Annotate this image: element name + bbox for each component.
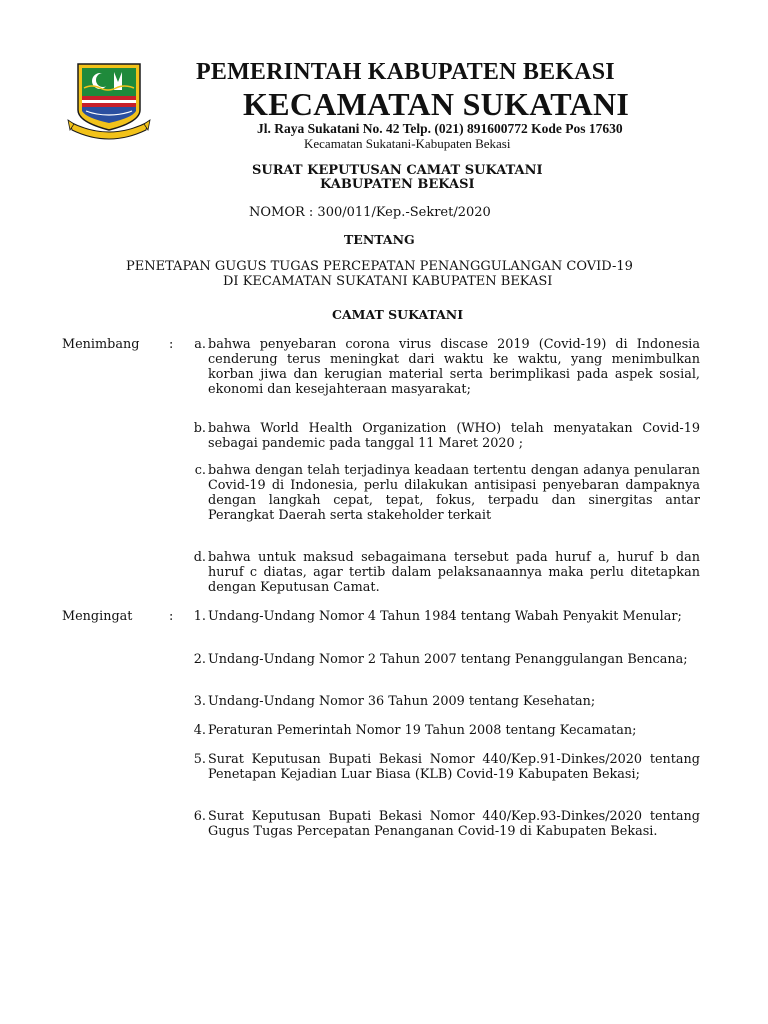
item-text: bahwa penyebaran corona virus discase 2019 (Covid-19) di Indonesia cenderung terus meningkat dari waktu ke waktu, yang menimbulkan korban jiwa dan kerugian material serta berimplikasi pada aspek sosial, ekonomi dan kesejahteraan masyarakat;	[208, 337, 700, 397]
item-number: 3.	[193, 694, 206, 709]
tentang-heading: TENTANG	[344, 232, 415, 247]
item-text: Undang-Undang Nomor 36 Tahun 2009 tentang Kesehatan;	[208, 694, 596, 709]
decree-subject-line2: DI KECAMATAN SUKATANI KABUPATEN BEKASI	[223, 274, 553, 289]
mengingat-item-1	[182, 609, 702, 624]
item-number: 4.	[193, 723, 206, 738]
office-locality: Kecamatan Sukatani-Kabupaten Bekasi	[304, 136, 511, 151]
item-text: Surat Keputusan Bupati Bekasi Nomor 440/Kep.91-Dinkes/2020 tentang Penetapan Kejadian Luar Biasa (KLB) Covid-19 Kabupaten Bekasi;	[208, 752, 700, 782]
item-text: bahwa World Health Organization (WHO) telah menyatakan Covid-19 sebagai pandemic pada tanggal 11 Maret 2020 ;	[208, 421, 700, 451]
item-number: 2.	[193, 652, 206, 667]
mengingat-item-5	[182, 752, 702, 782]
mengingat-label: Mengingat	[62, 609, 133, 624]
menimbang-item-c	[182, 463, 702, 523]
menimbang-item-b	[182, 421, 702, 451]
item-text: Undang-Undang Nomor 2 Tahun 2007 tentang Penanggulangan Bencana;	[208, 652, 688, 667]
mengingat-item-6	[182, 809, 702, 839]
item-number: c.	[194, 463, 206, 478]
item-text: Surat Keputusan Bupati Bekasi Nomor 440/Kep.93-Dinkes/2020 tentang Gugus Tugas Percepatan Penanganan Covid-19 di Kabupaten Bekasi.	[208, 809, 700, 839]
item-number: 5.	[193, 752, 206, 767]
item-number: a.	[194, 337, 206, 352]
government-name: PEMERINTAH KABUPATEN BEKASI	[196, 59, 615, 85]
decree-title-region: KABUPATEN BEKASI	[320, 177, 475, 192]
menimbang-item-d	[182, 550, 702, 595]
office-address: Jl. Raya Sukatani No. 42 Telp. (021) 891600772 Kode Pos 17630	[257, 121, 623, 136]
item-text: Undang-Undang Nomor 4 Tahun 1984 tentang Wabah Penyakit Menular;	[208, 609, 682, 624]
decree-title: SURAT KEPUTUSAN CAMAT SUKATANI	[252, 163, 543, 178]
menimbang-colon: :	[169, 337, 174, 352]
mengingat-colon: :	[169, 609, 174, 624]
item-text: bahwa untuk maksud sebagaimana tersebut pada huruf a, huruf b dan huruf c diatas, agar tertib dalam pelaksanaannya maka perlu ditetapkan dengan Keputusan Camat.	[208, 550, 700, 595]
item-number: 6.	[193, 809, 206, 824]
official-heading: CAMAT SUKATANI	[332, 307, 464, 322]
item-number: 1.	[193, 609, 206, 624]
item-text: Peraturan Pemerintah Nomor 19 Tahun 2008 tentang Kecamatan;	[208, 723, 637, 738]
decree-number: NOMOR : 300/011/Kep.-Sekret/2020	[249, 205, 491, 220]
menimbang-item-a	[182, 337, 702, 397]
kabupaten-bekasi-emblem	[66, 60, 152, 140]
mengingat-item-3	[182, 694, 702, 709]
menimbang-label: Menimbang	[62, 337, 140, 352]
mengingat-item-2	[182, 652, 702, 667]
mengingat-item-4	[182, 723, 702, 738]
district-name: KECAMATAN SUKATANI	[243, 86, 630, 122]
item-number: b.	[193, 421, 206, 436]
item-text: bahwa dengan telah terjadinya keadaan tertentu dengan adanya penularan Covid-19 di Indonesia, perlu dilakukan antisipasi penyebaran dampaknya dengan langkah cepat, tepat, fokus, terpadu dan sinergitas antar Perangkat Daerah serta stakeholder terkait	[208, 463, 700, 523]
item-number: d.	[193, 550, 206, 565]
decree-subject-line1: PENETAPAN GUGUS TUGAS PERCEPATAN PENANGGULANGAN COVID-19	[126, 259, 633, 274]
